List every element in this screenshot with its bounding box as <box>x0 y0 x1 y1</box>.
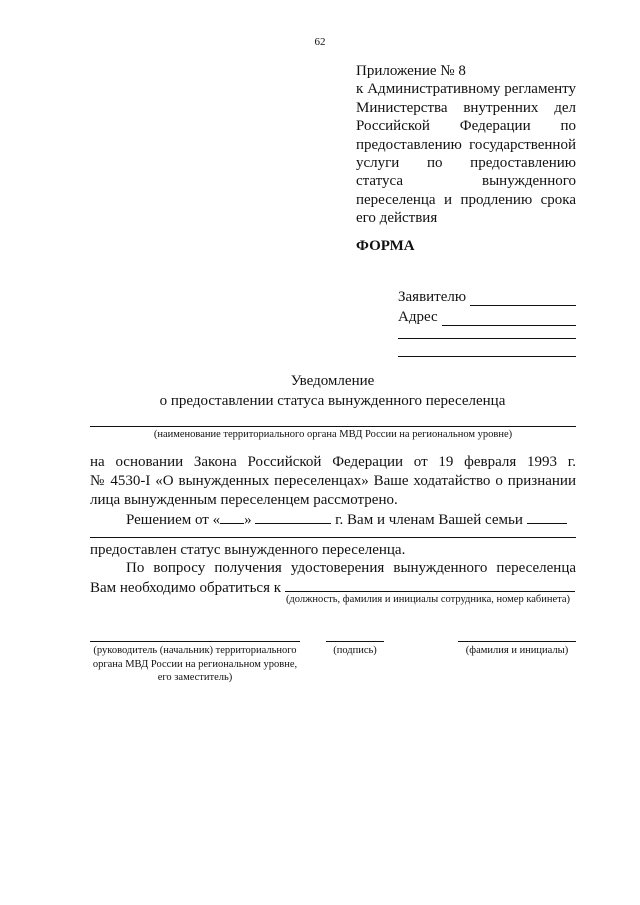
annex-line: предоставлению государственной <box>356 136 576 153</box>
annex-line: к Административному регламенту <box>356 81 576 98</box>
page-number: 62 <box>314 36 326 48</box>
address-field-line-2[interactable] <box>398 338 576 339</box>
notice-title: Уведомление <box>290 373 375 389</box>
family-members-field[interactable] <box>90 537 576 538</box>
address-field-line-3[interactable] <box>398 356 576 357</box>
annex-line: переселенца и продлению срока <box>356 191 576 208</box>
decision-line <box>90 510 576 530</box>
applicant-block <box>398 286 576 326</box>
address-label: Адрес <box>398 309 438 325</box>
signature-caption: (подпись) <box>333 645 377 656</box>
body-paragraph-1 <box>90 453 576 510</box>
name-caption: (фамилия и инициалы) <box>465 645 569 656</box>
head-signature-line[interactable] <box>90 641 300 642</box>
decision-suffix: г. Вам и членам Вашей семьи <box>335 512 523 528</box>
annex-line: его действия <box>356 210 438 227</box>
org-name-caption: (наименование территориального органа МВД России на региональном уровне) <box>153 429 513 440</box>
family-field[interactable] <box>527 510 567 524</box>
annex-line: Российской Федерации по <box>356 118 576 135</box>
head-caption <box>86 644 304 685</box>
decision-month-field[interactable] <box>255 510 331 524</box>
org-name-field[interactable] <box>90 426 576 427</box>
name-line[interactable] <box>458 641 576 642</box>
contact-caption: (должность, фамилия и инициалы сотрудника, номер кабинета) <box>285 594 571 605</box>
notice-subtitle: о предоставлении статуса вынужденного переселенца <box>159 393 506 409</box>
annex-line: Министерства внутренних дел <box>356 99 576 116</box>
annex-line: Приложение № 8 <box>356 63 466 79</box>
granted-text: предоставлен статус вынужденного переселенца. <box>90 542 406 558</box>
decision-mid: » <box>244 512 252 528</box>
annex-header <box>356 62 576 228</box>
body-line: По вопросу получения удостоверения вынужденного переселенца <box>126 560 576 576</box>
body-paragraph-3 <box>90 559 576 598</box>
contact-prefix: Вам необходимо обратиться к <box>90 580 282 596</box>
decision-prefix: Решением от « <box>126 512 221 528</box>
applicant-row <box>398 286 576 306</box>
granted-line <box>90 541 576 560</box>
annex-line: услуги по предоставлению <box>356 155 576 172</box>
body-line: на основании Закона Российской Федерации от 19 февраля 1993 г. <box>90 454 576 470</box>
applicant-name-field[interactable] <box>470 292 576 306</box>
head-caption-line: (руководитель (начальник) территориального <box>93 645 297 656</box>
address-field[interactable] <box>442 312 576 326</box>
body-line: № 4530-I «О вынужденных переселенцах» Ваше ходатайство о признании <box>90 473 576 489</box>
form-label: ФОРМА <box>356 238 415 254</box>
body-line: лица вынужденным переселенцем рассмотрено. <box>90 492 398 508</box>
signature-line[interactable] <box>326 641 384 642</box>
annex-line: статуса вынужденного <box>356 173 576 190</box>
head-caption-line: органа МВД России на региональном уровне, <box>92 658 298 670</box>
head-caption-line: его заместитель) <box>157 672 233 683</box>
contact-field[interactable] <box>285 578 575 592</box>
decision-day-field[interactable] <box>220 510 244 524</box>
applicant-label: Заявителю <box>398 289 467 305</box>
address-row <box>398 306 576 326</box>
